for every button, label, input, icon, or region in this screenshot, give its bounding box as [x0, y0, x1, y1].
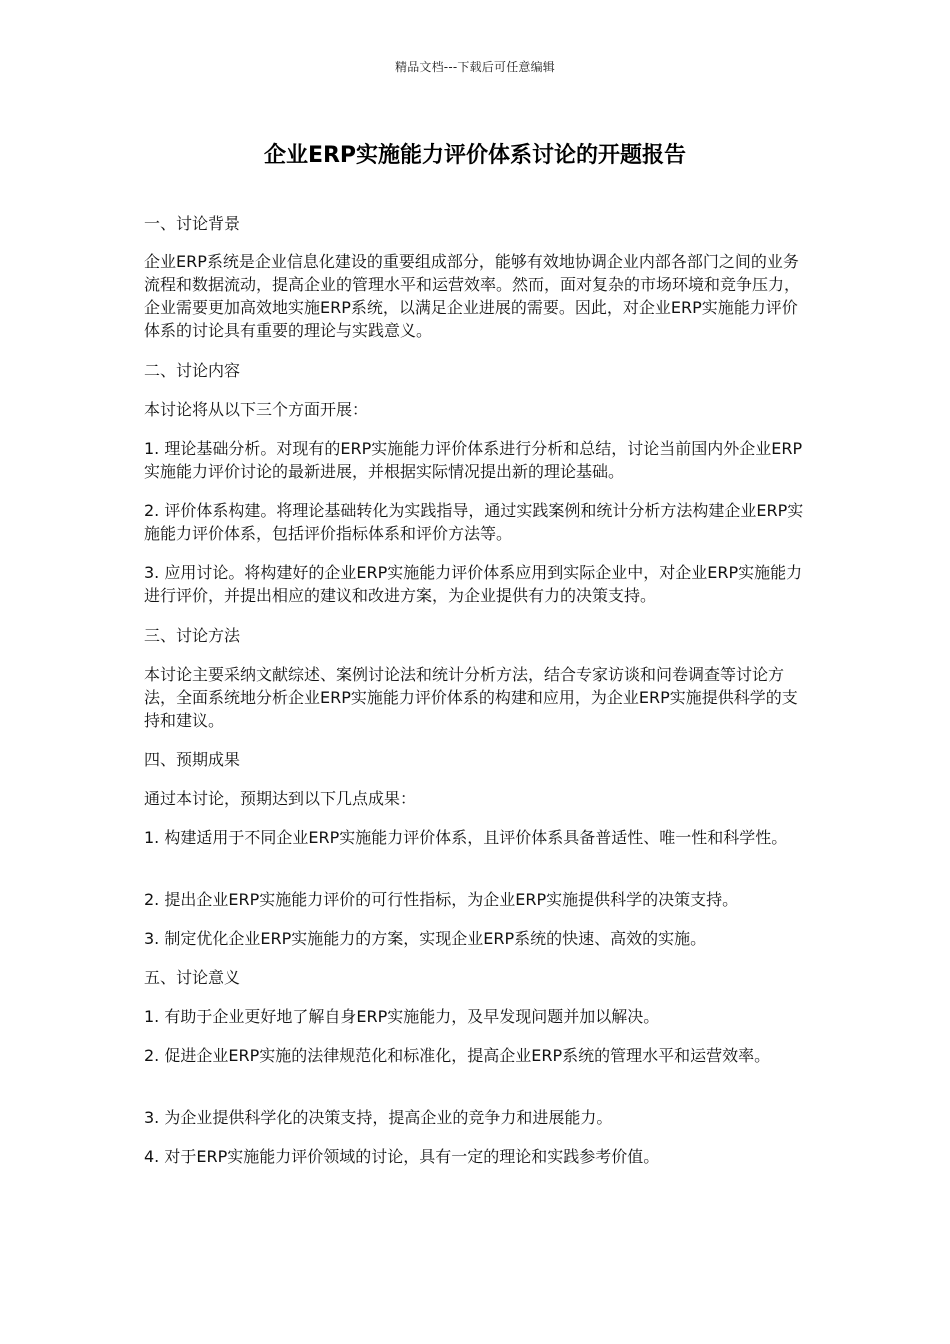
paragraph-method: 本讨论主要采纳文献综述、案例讨论法和统计分析方法，结合专家访谈和问卷调查等讨论方法，全面系统地分析企业ERP实施能力评价体系的构建和应用，为企业ERP实施提供科学的支持和建议。 [144, 665, 798, 730]
list-item-content-1: 1. 理论基础分析。对现有的ERP实施能力评价体系进行分析和总结，讨论当前国内外企业ERP实施能力评价讨论的最新进展，并根据实际情况提出新的理论基础。 [144, 439, 803, 481]
list-item-content-3: 3. 应用讨论。将构建好的企业ERP实施能力评价体系应用到实际企业中，对企业ERP实施能力进行评价，并提出相应的建议和改进方案，为企业提供有力的决策支持。 [144, 563, 803, 605]
list-item-meaning-2: 2. 促进企业ERP实施的法律规范化和标准化，提高企业ERP系统的管理水平和运营效率。 [144, 1046, 771, 1065]
paragraph-content-intro: 本讨论将从以下三个方面开展： [144, 400, 369, 419]
list-item-results-2: 2. 提出企业ERP实施能力评价的可行性指标，为企业ERP实施提供科学的决策支持。 [144, 890, 739, 909]
list-item-results-3: 3. 制定优化企业ERP实施能力的方案，实现企业ERP系统的快速、高效的实施。 [144, 929, 707, 948]
list-item-meaning-3: 3. 为企业提供科学化的决策支持，提高企业的竞争力和进展能力。 [144, 1108, 613, 1127]
section-heading-results: 四、预期成果 [144, 750, 241, 769]
paragraph-background: 企业ERP系统是企业信息化建设的重要组成部分，能够有效地协调企业内部各部门之间的业务流程和数据流动，提高企业的管理水平和运营效率。然而，面对复杂的市场环境和竞争压力，企业需要更加高效地实施ERP系统，以满足企业进展的需要。因此，对企业ERP实施能力评价体系的讨论具有重要的理论与实践意义。 [144, 252, 801, 340]
section-heading-background: 一、讨论背景 [144, 214, 241, 233]
section-heading-content: 二、讨论内容 [144, 361, 241, 380]
section-heading-meaning: 五、讨论意义 [144, 968, 241, 987]
header-note: 精品文档---下载后可任意编辑 [395, 60, 555, 74]
paragraph-results-intro: 通过本讨论，预期达到以下几点成果： [144, 789, 417, 808]
section-heading-method: 三、讨论方法 [144, 626, 241, 645]
document-title: 企业ERP实施能力评价体系讨论的开题报告 [263, 143, 687, 168]
list-item-meaning-1: 1. 有助于企业更好地了解自身ERP实施能力，及早发现问题并加以解决。 [144, 1007, 660, 1026]
list-item-results-1: 1. 构建适用于不同企业ERP实施能力评价体系，且评价体系具备普适性、唯一性和科学性。 [144, 828, 788, 847]
list-item-content-2: 2. 评价体系构建。将理论基础转化为实践指导，通过实践案例和统计分析方法构建企业ERP实施能力评价体系，包括评价指标体系和评价方法等。 [144, 501, 804, 543]
list-item-meaning-4: 4. 对于ERP实施能力评价领域的讨论，具有一定的理论和实践参考价值。 [144, 1147, 660, 1166]
